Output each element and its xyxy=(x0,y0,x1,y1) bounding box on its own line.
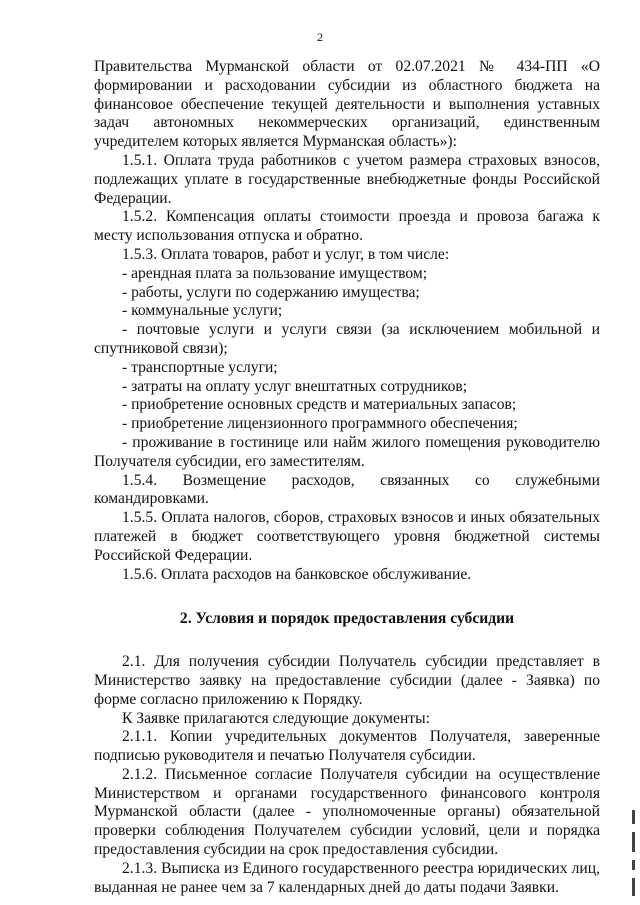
section-1-continuation xyxy=(94,58,600,584)
paragraph: 1.5.2. Компенсация оплаты стоимости проезда и провоза багажа к месту использования отпуска и обратно. xyxy=(94,208,600,245)
paragraph: 1.5.1. Оплата труда работников с учетом размера страховых взносов, подлежащих уплате в государственные внебюджетные фонды Российской Федерации. xyxy=(94,151,600,207)
scan-artifact xyxy=(632,810,635,824)
scan-artifact xyxy=(632,860,635,870)
section-2-body xyxy=(94,653,600,897)
paragraph: 1.5.4. Возмещение расходов, связанных со служебными командировками. xyxy=(94,471,600,508)
paragraph: 1.5.5. Оплата налогов, сборов, страховых взносов и иных обязательных платежей в бюджет соответствующего уровня бюджетной системы Российской Федерации. xyxy=(94,509,600,564)
paragraph: 2.1.3. Выписка из Единого государственного реестра юридических лиц, выданная не ранее чем за 7 календарных дней до даты подачи Заявки. xyxy=(94,859,600,896)
paragraph: - транспортные услуги; xyxy=(122,358,278,376)
paragraph: - приобретение основных средств и материальных запасов; xyxy=(122,396,517,414)
paragraph: - арендная плата за пользование имуществом; xyxy=(122,264,428,282)
paragraph: 2.1.2. Письменное согласие Получателя субсидии на осуществление Министерством и органами государственного финансового контроля Мурманской области (далее - уполномоченные органы) обязательной проверки соблюдения Получателем субсидии условий, цели и порядка предоставления субсидии на срок предоставления субсидии. xyxy=(94,765,600,859)
paragraph: 2.1. Для получения субсидии Получатель субсидии представляет в Министерство заявку на предоставление субсидии (далее - Заявка) по форме согласно приложению к Порядку. xyxy=(94,653,600,708)
paragraph: К Заявке прилагаются следующие документы: xyxy=(122,709,430,727)
paragraph: - затраты на оплату услуг внештатных сотрудников; xyxy=(122,377,468,395)
paragraph: Правительства Мурманской области от 02.07.2021 № 434-ПП «О формировании и расходовании субсидии из областного бюджета на финансовое обеспечение текущей деятельности и выполнения уставных задач автономных некоммерческих организаций, единственным учредителем которых является Мурманская область»): xyxy=(94,58,600,151)
page-number: 2 xyxy=(317,30,323,44)
paragraph: - почтовые услуги и услуги связи (за исключением мобильной и спутниковой связи); xyxy=(94,321,600,357)
scan-artifact xyxy=(632,832,635,852)
paragraph: - проживание в гостинице или найм жилого помещения руководителю Получателя субсидии, его заместителям. xyxy=(94,433,600,470)
scan-artifact xyxy=(632,878,635,896)
section-heading: 2. Условия и порядок предоставления субсидии xyxy=(179,610,515,628)
paragraph: - приобретение лицензионного программного обеспечения; xyxy=(122,415,518,433)
paragraph: - коммунальные услуги; xyxy=(122,302,283,320)
paragraph: 2.1.1. Копии учредительных документов Получателя, заверенные подписью руководителя и печатью Получателя субсидии. xyxy=(94,728,600,765)
paragraph: 1.5.3. Оплата товаров, работ и услуг, в том числе: xyxy=(122,245,450,263)
document-body xyxy=(94,58,600,897)
paragraph: 1.5.6. Оплата расходов на банковское обслуживание. xyxy=(122,565,472,583)
paragraph: - работы, услуги по содержанию имущества; xyxy=(122,283,420,301)
